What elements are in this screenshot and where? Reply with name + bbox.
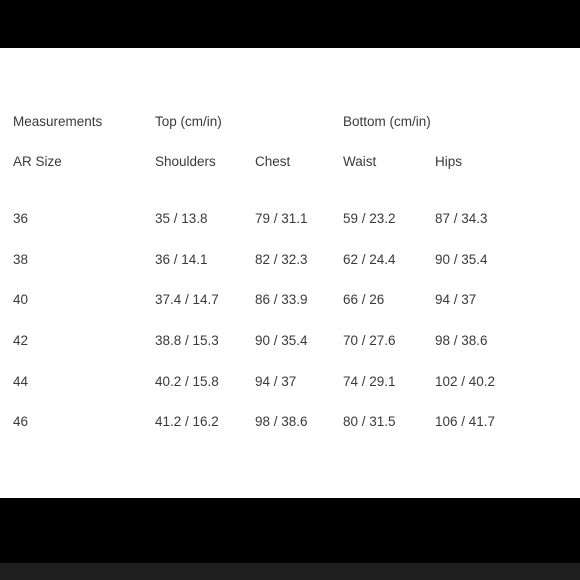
column-header-waist: Waist <box>343 154 377 169</box>
shoulders-cell: 38.8 / 15.3 <box>155 333 219 348</box>
chest-cell: 90 / 35.4 <box>255 333 308 348</box>
chest-cell: 82 / 32.3 <box>255 252 308 267</box>
bottom-section-header: Bottom (cm/in) <box>343 114 431 129</box>
waist-cell: 80 / 31.5 <box>343 414 396 429</box>
chest-cell: 94 / 37 <box>255 374 297 389</box>
size-chart-sheet <box>0 48 580 498</box>
measurements-header: Measurements <box>13 114 103 129</box>
hips-cell: 106 / 41.7 <box>435 414 496 429</box>
waist-cell: 74 / 29.1 <box>343 374 396 389</box>
waist-cell: 59 / 23.2 <box>343 211 396 226</box>
shoulders-cell: 41.2 / 16.2 <box>155 414 219 429</box>
waist-cell: 62 / 24.4 <box>343 252 396 267</box>
column-header-ar-size: AR Size <box>13 154 62 169</box>
chest-cell: 86 / 33.9 <box>255 292 308 307</box>
hips-cell: 102 / 40.2 <box>435 374 496 389</box>
waist-cell: 66 / 26 <box>343 292 385 307</box>
size-cell: 46 <box>13 414 29 429</box>
size-cell: 38 <box>13 252 29 267</box>
chest-cell: 98 / 38.6 <box>255 414 308 429</box>
size-cell: 40 <box>13 292 29 307</box>
hips-cell: 87 / 34.3 <box>435 211 488 226</box>
shoulders-cell: 35 / 13.8 <box>155 211 208 226</box>
column-header-shoulders: Shoulders <box>155 154 216 169</box>
shoulders-cell: 37.4 / 14.7 <box>155 292 219 307</box>
column-header-chest: Chest <box>255 154 291 169</box>
hips-cell: 98 / 38.6 <box>435 333 488 348</box>
shoulders-cell: 40.2 / 15.8 <box>155 374 219 389</box>
size-cell: 36 <box>13 211 29 226</box>
waist-cell: 70 / 27.6 <box>343 333 396 348</box>
shoulders-cell: 36 / 14.1 <box>155 252 208 267</box>
top-section-header: Top (cm/in) <box>155 114 222 129</box>
size-cell: 42 <box>13 333 29 348</box>
hips-cell: 90 / 35.4 <box>435 252 488 267</box>
chest-cell: 79 / 31.1 <box>255 211 308 226</box>
hips-cell: 94 / 37 <box>435 292 477 307</box>
size-cell: 44 <box>13 374 29 389</box>
bottom-strip <box>0 563 580 580</box>
column-header-hips: Hips <box>435 154 463 169</box>
